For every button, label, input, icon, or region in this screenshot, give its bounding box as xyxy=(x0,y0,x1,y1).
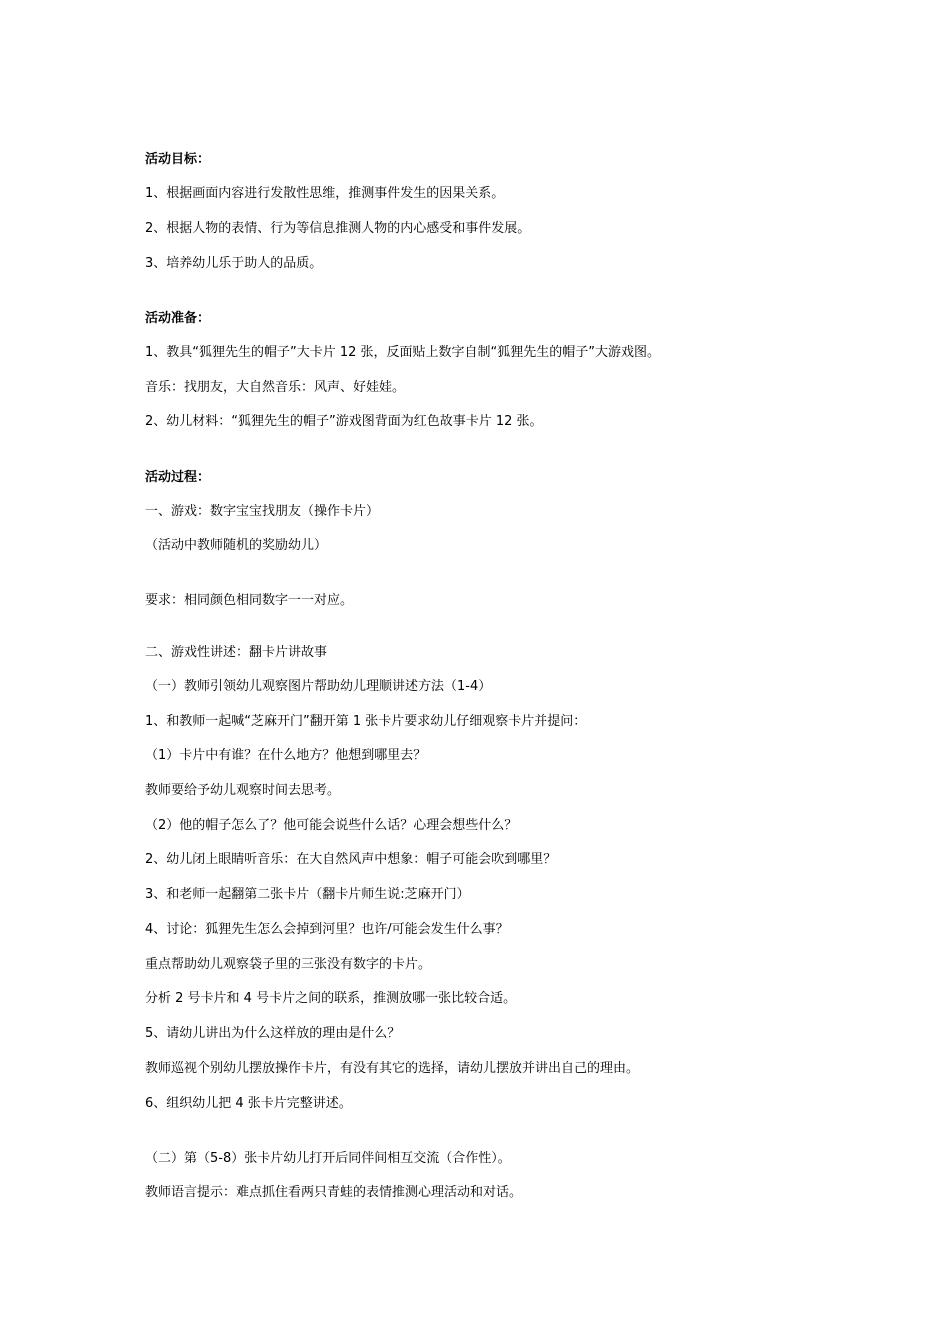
process-item-3: 要求：相同颜色相同数字一一对应。 xyxy=(145,593,354,608)
process-item-11: 3、和老师一起翻第二张卡片（翻卡片师生说:芝麻开门） xyxy=(145,887,470,902)
process-item-18: （二）第（5-8）张卡片幼儿打开后同伴间相互交流（合作性）。 xyxy=(145,1151,511,1166)
process-item-10: 2、幼儿闭上眼睛听音乐：在大自然风声中想象：帽子可能会吹到哪里？ xyxy=(145,852,557,867)
process-item-6: 1、和教师一起喊“芝麻开门”翻开第 1 张卡片要求幼儿仔细观察卡片并提问： xyxy=(145,714,587,729)
process-item-19: 教师语言提示：难点抓住看两只青蛙的表情推测心理活动和对话。 xyxy=(145,1185,523,1200)
preparation-item-1: 1、教具“狐狸先生的帽子”大卡片 12 张，反面贴上数字自制“狐狸先生的帽子”大游戏图。 xyxy=(145,345,661,360)
process-item-15: 5、请幼儿讲出为什么这样放的理由是什么？ xyxy=(145,1026,401,1041)
process-item-9: （2）他的帽子怎么了？他可能会说些什么话？心理会想些什么？ xyxy=(145,818,518,833)
goal-item-2: 2、根据人物的表情、行为等信息推测人物的内心感受和事件发展。 xyxy=(145,221,531,236)
goal-item-1: 1、根据画面内容进行发散性思维，推测事件发生的因果关系。 xyxy=(145,186,505,201)
goal-item-3: 3、培养幼儿乐于助人的品质。 xyxy=(145,256,323,271)
section-heading-goals: 活动目标： xyxy=(145,152,211,167)
process-item-12: 4、讨论：狐狸先生怎么会掉到河里？也许/可能会发生什么事？ xyxy=(145,922,509,937)
process-item-14: 分析 2 号卡片和 4 号卡片之间的联系，推测放哪一张比较合适。 xyxy=(145,991,517,1006)
process-item-7: （1）卡片中有谁？在什么地方？他想到哪里去？ xyxy=(145,748,427,763)
preparation-item-2: 音乐：找朋友，大自然音乐：风声、好娃娃。 xyxy=(145,380,406,395)
process-item-2: （活动中教师随机的奖励幼儿） xyxy=(145,538,328,553)
process-item-5: （一）教师引领幼儿观察图片帮助幼儿理顺讲述方法（1-4） xyxy=(145,679,492,694)
section-heading-process: 活动过程： xyxy=(145,470,211,485)
process-item-13: 重点帮助幼儿观察袋子里的三张没有数字的卡片。 xyxy=(145,957,432,972)
preparation-item-3: 2、幼儿材料：“狐狸先生的帽子”游戏图背面为红色故事卡片 12 张。 xyxy=(145,414,543,429)
process-item-4: 二、游戏性讲述：翻卡片讲故事 xyxy=(145,645,328,660)
section-heading-preparation: 活动准备： xyxy=(145,311,211,326)
process-item-8: 教师要给予幼儿观察时间去思考。 xyxy=(145,783,341,798)
process-item-16: 教师巡视个别幼儿摆放操作卡片，有没有其它的选择，请幼儿摆放并讲出自己的理由。 xyxy=(145,1061,640,1076)
process-item-17: 6、组织幼儿把 4 张卡片完整讲述。 xyxy=(145,1096,352,1111)
process-item-1: 一、游戏：数字宝宝找朋友（操作卡片） xyxy=(145,504,380,519)
